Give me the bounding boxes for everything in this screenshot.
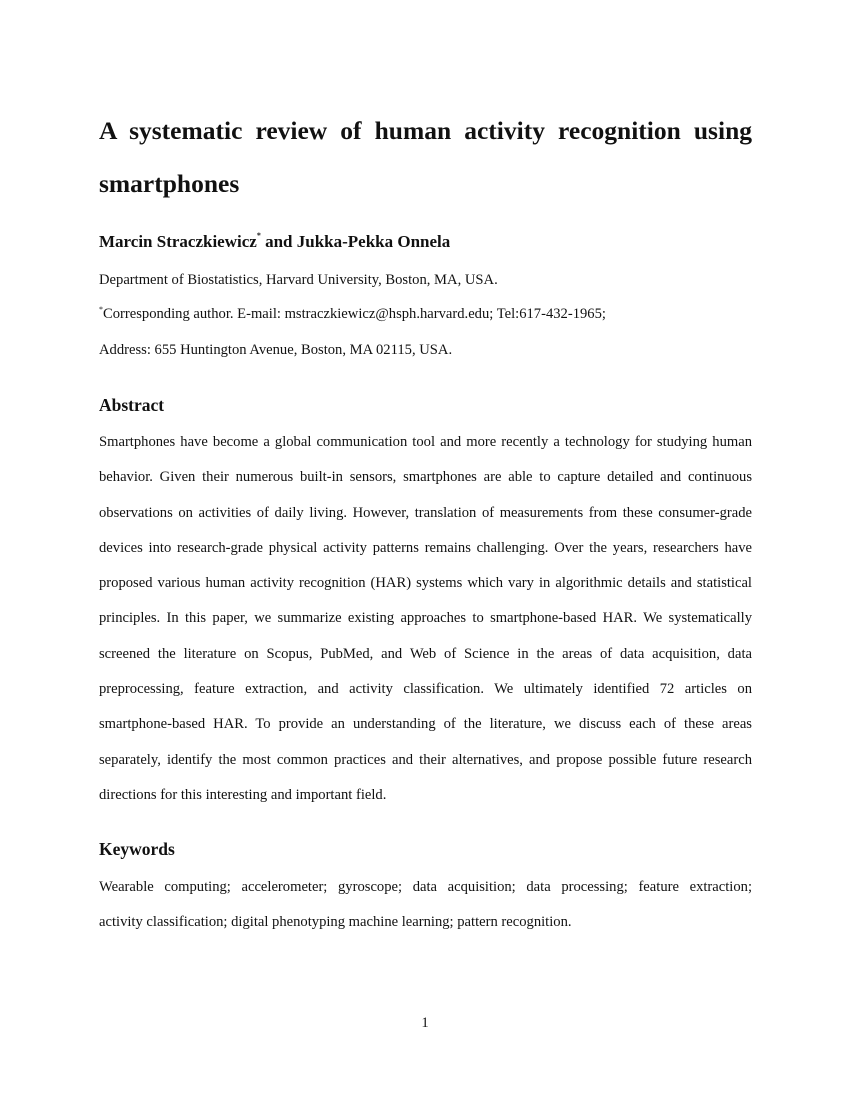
correspondence-text: Corresponding author. E-mail: mstraczkiewicz@hsph.harvard.edu; Tel:617-432-1965; [103,306,606,322]
affiliation: Department of Biostatistics, Harvard University, Boston, MA, USA. [99,272,498,288]
page-number: 1 [421,1015,429,1031]
keywords-heading: Keywords [99,839,175,859]
abstract-line: directions for this interesting and important field. [99,786,387,803]
correspondence [99,306,752,323]
title-line: A systematic review of human activity recognition using [99,116,752,145]
keywords-body [99,870,752,941]
abstract-line: devices into research-grade physical activity patterns remains challenging. Over the years, researchers have [99,539,752,556]
author-name: and Jukka-Pekka Onnela [260,232,451,251]
abstract-line: smartphone-based HAR. To provide an understanding of the literature, we discuss each of these areas [99,716,752,733]
corresponding-mark: * [99,305,103,314]
abstract-line: proposed various human activity recognition (HAR) systems which vary in algorithmic details and statistical [99,575,752,592]
abstract-heading: Abstract [99,395,165,415]
abstract-line: separately, identify the most common practices and their alternatives, and propose possible future research [99,751,752,768]
authors [99,232,752,252]
paper-title [99,116,752,199]
abstract-line: screened the literature on Scopus, PubMed, and Web of Science in the areas of data acquisition, data [99,645,752,662]
title-line: smartphones [99,169,240,198]
corresponding-mark: * [256,231,261,240]
keywords-line: Wearable computing; accelerometer; gyroscope; data acquisition; data processing; feature extraction; [99,879,752,895]
abstract-line: preprocessing, feature extraction, and activity classification. We ultimately identified 72 articles on [99,681,752,698]
abstract-line: behavior. Given their numerous built-in sensors, smartphones are able to capture detailed and continuous [99,469,752,486]
keywords-line: activity classification; digital phenotyping machine learning; pattern recognition. [99,914,572,931]
author-name: Marcin Straczkiewicz [99,232,257,251]
abstract-body [99,425,752,813]
abstract-line: principles. In this paper, we summarize existing approaches to smartphone-based HAR. We systematically [99,610,752,627]
address: Address: 655 Huntington Avenue, Boston, MA 02115, USA. [99,342,453,358]
abstract-line: Smartphones have become a global communication tool and more recently a technology for studying human [99,434,752,450]
abstract-line: observations on activities of daily living. However, translation of measurements from these consumer-grade [99,504,752,521]
